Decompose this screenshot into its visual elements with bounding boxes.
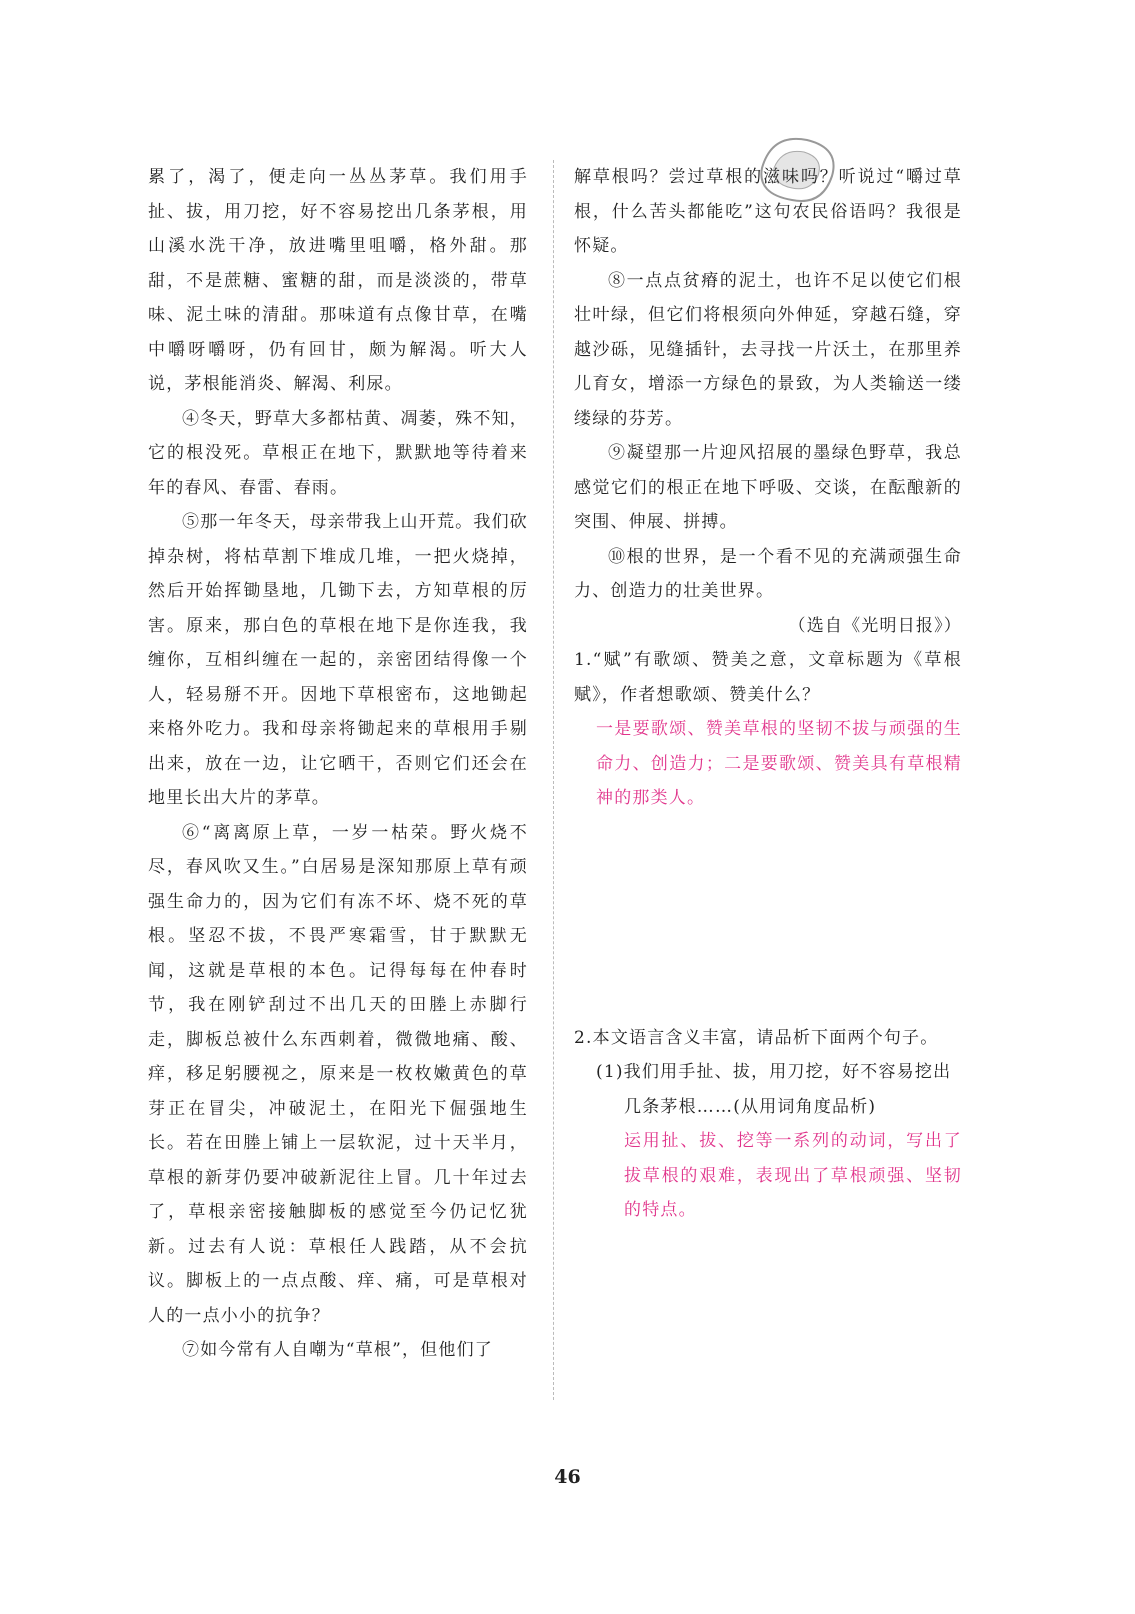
paragraph-8: ⑧一点点贫瘠的泥土，也许不足以使它们根壮叶绿，但它们将根须向外伸延，穿越石缝，穿越沙砾，见缝插针，去寻找一片沃土，在那里养儿育女，增添一方绿色的景致，为人类输送一缕缕绿的芬芳。	[574, 270, 962, 429]
paragraph-6: ⑥“离离原上草，一岁一枯荣。野火烧不尽，春风吹又生。”白居易是深知那原上草有顽强生命力的，因为它们有冻不坏、烧不死的草根。坚忍不拔，不畏严寒霜雪，甘于默默无闻，这就是草根的本色。记得每每在仲春时节，我在刚铲刮过不出几天的田塍上赤脚行走，脚板总被什么东西刺着，微微地痛、酸、痒，移足躬腰视之，原来是一枚枚嫩黄色的草芽正在冒尖，冲破泥土，在阳光下倔强地生长。若在田塍上铺上一层软泥，过十天半月，草根的新芽仍要冲破新泥往上冒。几十年过去了，草根亲密接触脚板的感觉至今仍记忆犹新。过去有人说：草根任人践踏，从不会抗议。脚板上的一点点酸、痒、痛，可是草根对人的一点小小的抗争？	[148, 822, 528, 1326]
question-1: 1.“赋”有歌颂、赞美之意，文章标题为《草根赋》，作者想歌颂、赞美什么？	[574, 650, 962, 705]
page-number: 46	[554, 1466, 581, 1488]
paragraph-7-start: ⑦如今常有人自嘲为“草根”，但他们了	[182, 1340, 493, 1360]
source-citation: （选自《光明日报》）	[788, 615, 962, 636]
paragraph-7-continued: 解草根吗？尝过草根的滋味吗？听说过“嚼过草根，什么苦头都能吃”这句农民俗语吗？我很是怀疑。	[574, 167, 962, 256]
right-column	[574, 160, 962, 1228]
left-column	[148, 160, 528, 1368]
paragraph-4: ④冬天，野草大多都枯黄、凋萎，殊不知，它的根没死。草根正在地下，默默地等待着来年的春风、春雷、春雨。	[148, 408, 528, 498]
blank-space	[574, 816, 962, 1021]
question-2-part-1-continued: 几条茅根……(从用词角度品析)	[624, 1096, 877, 1117]
paragraph-9: ⑨凝望那一片迎风招展的墨绿色野草，我总感觉它们的根正在地下呼吸、交谈，在酝酿新的突围、伸展、拼搏。	[574, 443, 962, 532]
column-divider	[553, 160, 554, 1400]
answer-1: 一是要歌颂、赞美草根的坚韧不拔与顽强的生命力、创造力；二是要歌颂、赞美具有草根精神的那类人。	[596, 719, 962, 808]
paragraph-3-continued: 累了，渴了，便走向一丛丛茅草。我们用手扯、拔，用刀挖，好不容易挖出几条茅根，用山溪水洗干净，放进嘴里咀嚼，格外甜。那甜，不是蔗糖、蜜糖的甜，而是淡淡的，带草味、泥土味的清甜。那味道有点像甘草，在嘴中嚼呀嚼呀，仍有回甘，颇为解渴。听大人说，茅根能消炎、解渴、利尿。	[148, 167, 528, 394]
answer-2-part-1: 运用扯、拔、挖等一系列的动词，写出了拔草根的艰难，表现出了草根顽强、坚韧的特点。	[624, 1131, 962, 1220]
question-2: 2.本文语言含义丰富，请品析下面两个句子。	[574, 1027, 939, 1048]
paragraph-10: ⑩根的世界，是一个看不见的充满顽强生命力、创造力的壮美世界。	[574, 546, 962, 601]
question-2-part-1: (1)我们用手扯、拔，用刀挖，好不容易挖出	[596, 1062, 952, 1082]
paragraph-5: ⑤那一年冬天，母亲带我上山开荒。我们砍掉杂树，将枯草割下堆成几堆，一把火烧掉，然后开始挥锄垦地，几锄下去，方知草根的厉害。原来，那白色的草根在地下是你连我，我缠你，互相纠缠在一起的，亲密团结得像一个人，轻易掰不开。因地下草根密布，这地锄起来格外吃力。我和母亲将锄起来的草根用手剔出来，放在一边，让它晒干，否则它们还会在地里长出大片的茅草。	[148, 512, 528, 808]
